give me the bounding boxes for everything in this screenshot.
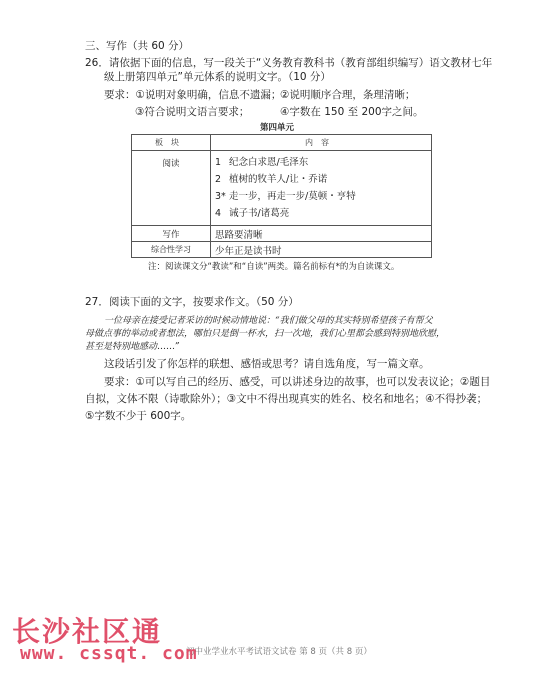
q27-title: 27．阅读下面的文字，按要求作文。（50 分） [85, 296, 299, 308]
q26-requirement-1: 要求：①说明对象明确，信息不遗漏； [104, 89, 282, 101]
reading-item: 4 诫子书/诸葛亮 [215, 208, 290, 219]
q26-line1: 26．请依据下面的信息，写一段关于“义务教育教科书（教育部组织编写）语文教材七年 [85, 57, 493, 69]
watermark-brand: 长沙社区通 [12, 615, 163, 648]
q27-quote-line3: 甚至是特别地感动……” [85, 342, 180, 352]
q27-quote-line2: 母做点事的举动或者想法，哪怕只是倒一杯水，扫一次地，我们心里都会感到特别地欣慰， [85, 329, 446, 339]
reading-label: 阅读 [132, 151, 211, 226]
reading-item: 3* 走一步，再走一步/莫顿・亨特 [215, 191, 356, 202]
section-title: 三、写作（共 60 分） [85, 40, 190, 52]
reading-item: 1 纪念白求恩/毛泽东 [215, 157, 309, 168]
writing-row [132, 226, 432, 242]
writing-value: 思路要清晰 [211, 226, 432, 242]
reading-item: 2 植树的牧羊人/让・乔诺 [215, 174, 328, 185]
unit-table [131, 134, 432, 258]
study-label: 综合性学习 [132, 242, 211, 258]
q26-requirement-4: ④字数在 150 至 200字之间。 [280, 106, 424, 118]
q27-requirement-line1: 要求：①可以写自己的经历、感受，可以讲述身边的故事，也可以发表议论；②题目 [104, 376, 491, 388]
study-row [132, 242, 432, 258]
table-header-row [132, 135, 432, 151]
q27-quote-line1: 一位母亲在接受记者采访的时候动情地说：“我们做父母的其实特别希望孩子有帮父 [104, 316, 433, 326]
q26-line2: 级上册第四单元”单元体系的说明文字。（10 分） [104, 71, 331, 83]
study-value: 少年正是读书时 [211, 242, 432, 258]
q26-requirement-2: ②说明顺序合理，条理清晰； [280, 89, 416, 101]
header-block: 板块 [132, 135, 211, 151]
q27-requirement-line2: 自拟，文体不限（诗歌除外）；③文中不得出现真实的姓名、校名和地名；④不得抄袭； [85, 393, 488, 405]
reading-list [211, 151, 432, 226]
watermark-url: www. cssqt. com [20, 643, 198, 664]
q27-prompt: 这段话引发了你怎样的联想、感悟或思考？请自选角度，写一篇文章。 [104, 358, 430, 370]
q26-requirement-3: ③符合说明文语言要求； [135, 106, 250, 118]
q27-requirement-line3: ⑤字数不少于 600字。 [85, 410, 192, 422]
reading-row [132, 151, 432, 226]
writing-label: 写作 [132, 226, 211, 242]
page-footer: 初中业学业水平考试语文试卷 第 8 页（共 8 页） [186, 647, 372, 657]
table-note: 注：阅读课文分“教读”和“自读”两类。篇名前标有*的为自读课文。 [148, 262, 400, 272]
table-caption: 第四单元 [260, 123, 295, 133]
header-content: 内容 [211, 135, 432, 151]
